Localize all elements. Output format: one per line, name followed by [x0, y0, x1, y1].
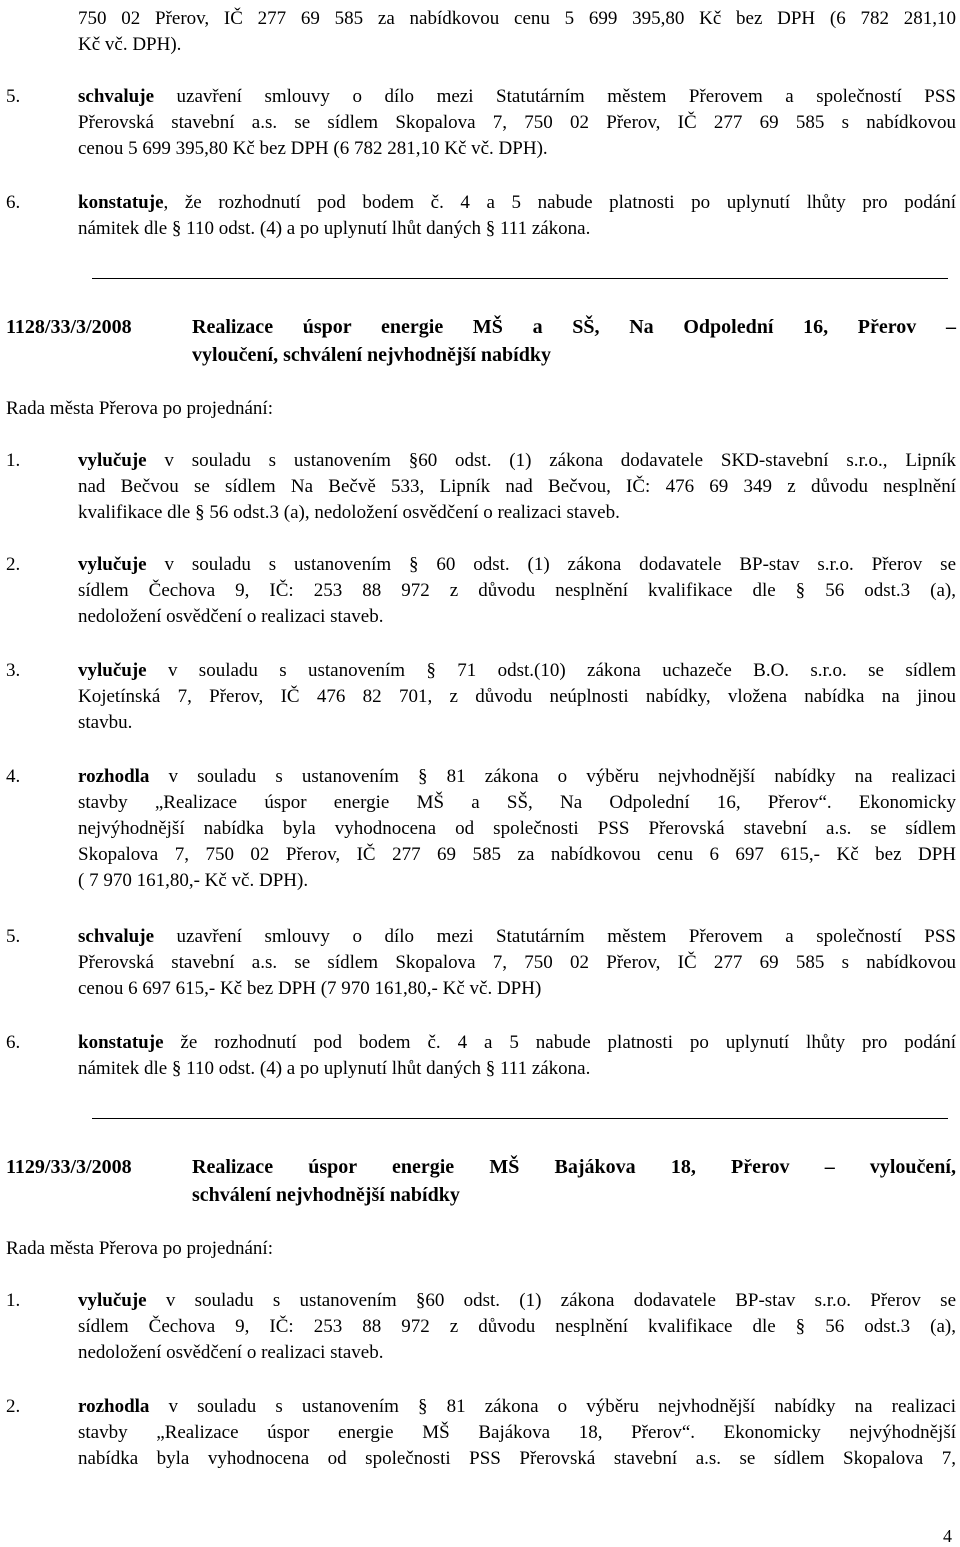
item-text: v souladu s ustanovením § 81 zákona o výběru nejvhodnější nabídky na realizaci — [149, 766, 956, 787]
item-line: ( 7 970 161,80,- Kč vč. DPH). — [78, 870, 309, 891]
item-line: nad Bečvou se sídlem Na Bečvě 533, Lipník nad Bečvou, IČ: 476 69 349 z důvodu nesplnění — [78, 476, 956, 497]
item-text: v souladu s ustanovením § 71 odst.(10) zákona uchazeče B.O. s.r.o. se sídlem — [146, 660, 956, 681]
item-line — [78, 1288, 956, 1314]
item-text: v souladu s ustanovením § 81 zákona o výběru nejvhodnější nabídky na realizaci — [149, 1396, 956, 1417]
item-line — [78, 448, 956, 474]
item-number: 1. — [6, 450, 21, 471]
item-verb: vylučuje — [78, 1290, 147, 1311]
council-heading: Rada města Přerova po projednání: — [6, 398, 273, 419]
item-line — [78, 924, 956, 950]
resolution-number: 1129/33/3/2008 — [6, 1156, 132, 1178]
item-line: Přerovská stavební a.s. se sídlem Skopalova 7, 750 02 Přerov, IČ 277 69 585 s nabídkovou — [78, 952, 956, 973]
item-verb: vylučuje — [78, 450, 147, 471]
item-verb: konstatuje — [78, 1032, 164, 1053]
item-text: uzavření smlouvy o dílo mezi Statutárním městem Přerovem a společností PSS — [154, 926, 956, 947]
item-line: stavby „Realizace úspor energie MŠ a SŠ, Na Odpolední 16, Přerov“. Ekonomicky — [78, 792, 956, 813]
item-line — [78, 1394, 956, 1420]
item-verb: rozhodla — [78, 766, 150, 787]
item-verb: konstatuje — [78, 192, 164, 213]
item-line: stavbu. — [78, 712, 133, 733]
resolution-title-line-2: schválení nejvhodnější nabídky — [192, 1184, 460, 1206]
item-text: , že rozhodnutí pod bodem č. 4 a 5 nabude platnosti po uplynutí lhůty pro podání — [163, 192, 956, 213]
item-text: že rozhodnutí pod bodem č. 4 a 5 nabude platnosti po uplynutí lhůty pro podání — [163, 1032, 956, 1053]
continuation-line-2: Kč vč. DPH). — [78, 34, 182, 55]
continuation-line-1: 750 02 Přerov, IČ 277 69 585 za nabídkovou cenu 5 699 395,80 Kč bez DPH (6 782 281,10 — [78, 8, 956, 29]
item-line: cenou 5 699 395,80 Kč bez DPH (6 782 281,10 Kč vč. DPH). — [78, 138, 548, 159]
item-line — [78, 190, 956, 216]
item-verb: vylučuje — [78, 554, 147, 575]
item-line: stavby „Realizace úspor energie MŠ Bajákova 18, Přerov“. Ekonomicky nejvýhodnější — [78, 1422, 956, 1443]
item-line — [78, 1030, 956, 1056]
item-number: 5. — [6, 926, 21, 947]
item-line: Kojetínská 7, Přerov, IČ 476 82 701, z důvodu neúplnosti nabídky, vložena nabídka na jinou — [78, 686, 956, 707]
item-verb: schvaluje — [78, 86, 154, 107]
item-line: Skopalova 7, 750 02 Přerov, IČ 277 69 585 za nabídkovou cenu 6 697 615,- Kč bez DPH — [78, 844, 956, 865]
item-line: námitek dle § 110 odst. (4) a po uplynutí lhůt daných § 111 zákona. — [78, 1058, 591, 1079]
item-line: sídlem Čechova 9, IČ: 253 88 972 z důvodu nesplnění kvalifikace dle § 56 odst.3 (a), — [78, 1316, 956, 1337]
item-verb: vylučuje — [78, 660, 147, 681]
item-number: 1. — [6, 1290, 21, 1311]
item-line: nejvýhodnější nabídka byla vyhodnocena od společnosti PSS Přerovská stavební a.s. se sídlem — [78, 818, 956, 839]
separator-line — [92, 1118, 948, 1119]
item-line: kvalifikace dle § 56 odst.3 (a), nedoložení osvědčení o realizaci staveb. — [78, 502, 620, 523]
item-verb: schvaluje — [78, 926, 154, 947]
item-line — [78, 658, 956, 684]
item-number: 5. — [6, 86, 21, 107]
resolution-number: 1128/33/3/2008 — [6, 316, 132, 338]
item-line: nabídka byla vyhodnocena od společnosti PSS Přerovská stavební a.s. se sídlem Skopalova 7, — [78, 1448, 956, 1469]
item-line — [78, 84, 956, 110]
item-text: v souladu s ustanovením § 60 odst. (1) zákona dodavatele BP-stav s.r.o. Přerov se — [146, 554, 956, 575]
item-text: uzavření smlouvy o dílo mezi Statutárním městem Přerovem a společností PSS — [154, 86, 956, 107]
resolution-title-line-1: Realizace úspor energie MŠ Bajákova 18, Přerov – vyloučení, — [192, 1156, 956, 1178]
item-line: sídlem Čechova 9, IČ: 253 88 972 z důvodu nesplnění kvalifikace dle § 56 odst.3 (a), — [78, 580, 956, 601]
item-line: námitek dle § 110 odst. (4) a po uplynutí lhůt daných § 111 zákona. — [78, 218, 591, 239]
item-number: 6. — [6, 192, 21, 213]
item-line: nedoložení osvědčení o realizaci staveb. — [78, 1342, 384, 1363]
item-line: cenou 6 697 615,- Kč bez DPH (7 970 161,80,- Kč vč. DPH) — [78, 978, 542, 999]
item-number: 6. — [6, 1032, 21, 1053]
page-number: 4 — [943, 1526, 952, 1546]
item-number: 2. — [6, 554, 21, 575]
item-line: Přerovská stavební a.s. se sídlem Skopalova 7, 750 02 Přerov, IČ 277 69 585 s nabídkovou — [78, 112, 956, 133]
item-text: v souladu s ustanovením §60 odst. (1) zákona dodavatele SKD-stavební s.r.o., Lipník — [146, 450, 956, 471]
item-number: 4. — [6, 766, 21, 787]
item-line — [78, 764, 956, 790]
item-number: 3. — [6, 660, 21, 681]
item-number: 2. — [6, 1396, 21, 1417]
resolution-title-line-1: Realizace úspor energie MŠ a SŠ, Na Odpolední 16, Přerov – — [192, 316, 956, 338]
item-line — [78, 552, 956, 578]
separator-line — [92, 278, 948, 279]
resolution-title-line-2: vyloučení, schválení nejvhodnější nabídky — [192, 344, 551, 366]
council-heading: Rada města Přerova po projednání: — [6, 1238, 273, 1259]
item-line: nedoložení osvědčení o realizaci staveb. — [78, 606, 384, 627]
item-verb: rozhodla — [78, 1396, 150, 1417]
item-text: v souladu s ustanovením §60 odst. (1) zákona dodavatele BP-stav s.r.o. Přerov se — [146, 1290, 956, 1311]
